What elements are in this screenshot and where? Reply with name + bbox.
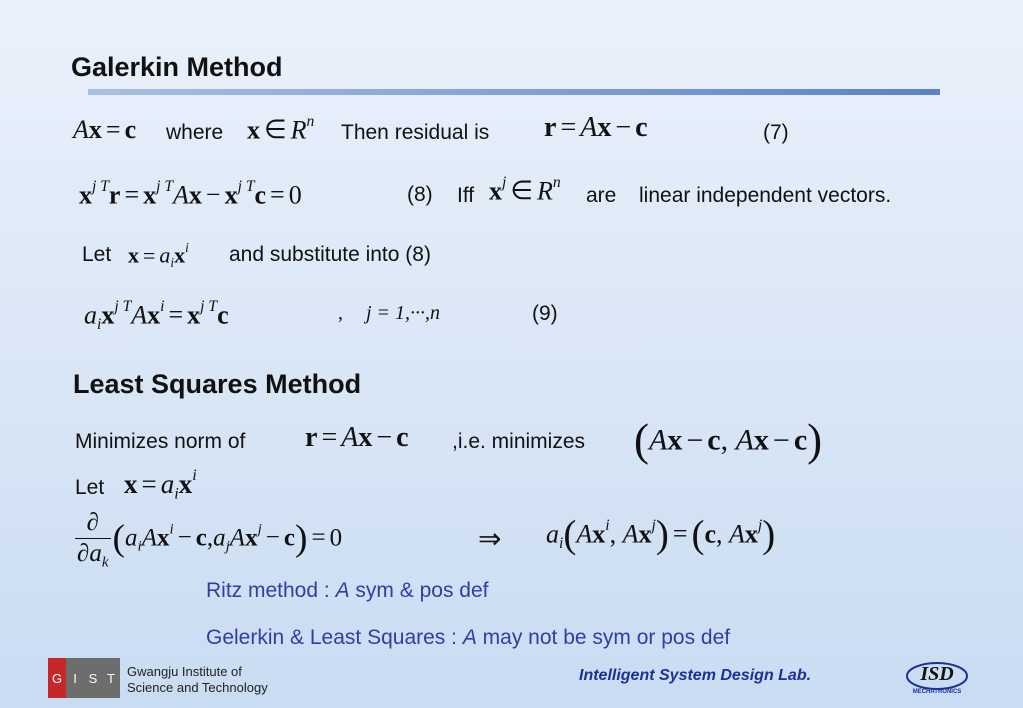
institute-line-1: Gwangju Institute of	[127, 664, 242, 679]
equation-number-9: (9)	[532, 302, 558, 325]
equation-number-7: (7)	[763, 121, 789, 144]
equation-ax-c: Ax = c	[73, 115, 137, 144]
x-in-rn: x ∈ $R^n$	[247, 113, 315, 145]
ie-minimizes-label: ,i.e. minimizes	[452, 430, 586, 453]
slide-title: Galerkin Method	[71, 52, 283, 82]
ls-residual-equation: r = Ax − c	[305, 422, 409, 453]
j-range: j = 1,···,n	[366, 302, 441, 324]
lab-name: Intelligent System Design Lab.	[579, 667, 812, 684]
derivative-equation: $\frac{\partial}{\partial a_k}$ $(a_iAx^i - c,a_jAx^j - c) = 0$	[77, 509, 343, 571]
are-label: are	[586, 184, 617, 207]
logo-letter-s: S	[84, 658, 102, 698]
ls-let-label: Let	[75, 476, 105, 499]
minimizes-label: Minimizes norm of	[75, 430, 246, 453]
equation-8: $x^{j T}r = x^{j T}Ax - x^{j T}c = 0$	[79, 178, 302, 210]
institute-line-2: Science and Technology	[127, 680, 268, 695]
isd-logo-graphic	[904, 656, 970, 696]
xj-in-rn: $x^j$ ∈ $R^n$	[489, 174, 561, 206]
residual-label: Then residual is	[341, 121, 490, 144]
title-divider	[88, 89, 940, 95]
x-expansion: $x = a_ix^i$	[128, 240, 189, 271]
isd-lab-logo	[904, 656, 970, 696]
inner-product-expression: (Ax − c, Ax − c)	[634, 415, 823, 465]
ritz-note: Ritz method : A sym & pos def	[206, 579, 489, 602]
substitute-text: and substitute into (8)	[229, 243, 431, 266]
where-label: where	[166, 121, 224, 144]
least-squares-title: Least Squares Method	[73, 369, 362, 399]
implies-arrow: ⇒	[478, 524, 502, 555]
linear-independent-text: linear independent vectors.	[639, 184, 892, 207]
comma-separator: ,	[338, 302, 343, 324]
let-label: Let	[82, 243, 112, 266]
logo-letter-i: I	[66, 658, 84, 698]
isd-logo-subtext: MECHATRONICS	[912, 689, 962, 695]
equation-number-8: (8)	[407, 183, 433, 206]
isd-logo-text: ISD	[920, 663, 954, 685]
logo-letter-g: G	[48, 658, 66, 698]
galerkin-ls-note: Gelerkin & Least Squares : A may not be sym or pos def	[206, 626, 731, 649]
normal-equation: $a_i(Ax^i$, $Ax^j) = (c$, Ax$^j$)	[546, 513, 776, 556]
iff-label: Iff	[457, 184, 475, 207]
equation-9: $a_ix^{j T}Ax^i = x^{j T}c$	[84, 298, 229, 333]
institute-name	[127, 664, 268, 696]
ls-x-expansion: $x = a_ix^i$	[124, 466, 197, 503]
residual-equation: r = Ax − c	[544, 112, 648, 143]
logo-letter-t: T	[102, 658, 120, 698]
